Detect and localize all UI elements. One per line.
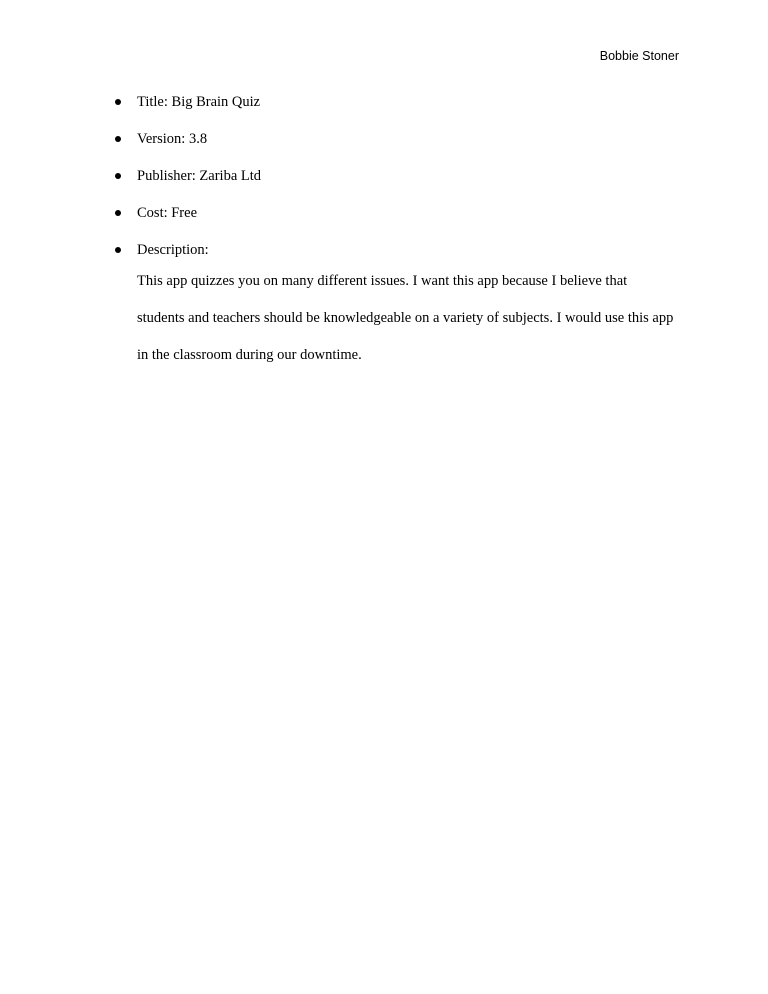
bullet-icon — [115, 210, 121, 216]
bullet-icon — [115, 173, 121, 179]
page-header-author: Bobbie Stoner — [599, 49, 679, 63]
list-item-text: Description: — [137, 242, 209, 258]
bullet-icon — [115, 99, 121, 105]
list-item-version — [0, 129, 768, 166]
list-item-text: Title: Big Brain Quiz — [137, 94, 261, 110]
list-item-title — [0, 92, 768, 129]
bullet-icon — [115, 247, 121, 253]
list-item-text: Version: 3.8 — [137, 131, 208, 147]
list-item-publisher — [0, 166, 768, 203]
app-info-list — [0, 92, 768, 277]
description-paragraph: This app quizzes you on many different issues. I want this app because I believe that students and teachers should be knowledgeable on a variety of subjects. I would use this app in the classroom during our downtime. — [137, 273, 674, 363]
bullet-icon — [115, 136, 121, 142]
list-item-cost — [0, 203, 768, 240]
list-item-text: Cost: Free — [137, 205, 198, 221]
list-item-text: Publisher: Zariba Ltd — [137, 168, 262, 184]
